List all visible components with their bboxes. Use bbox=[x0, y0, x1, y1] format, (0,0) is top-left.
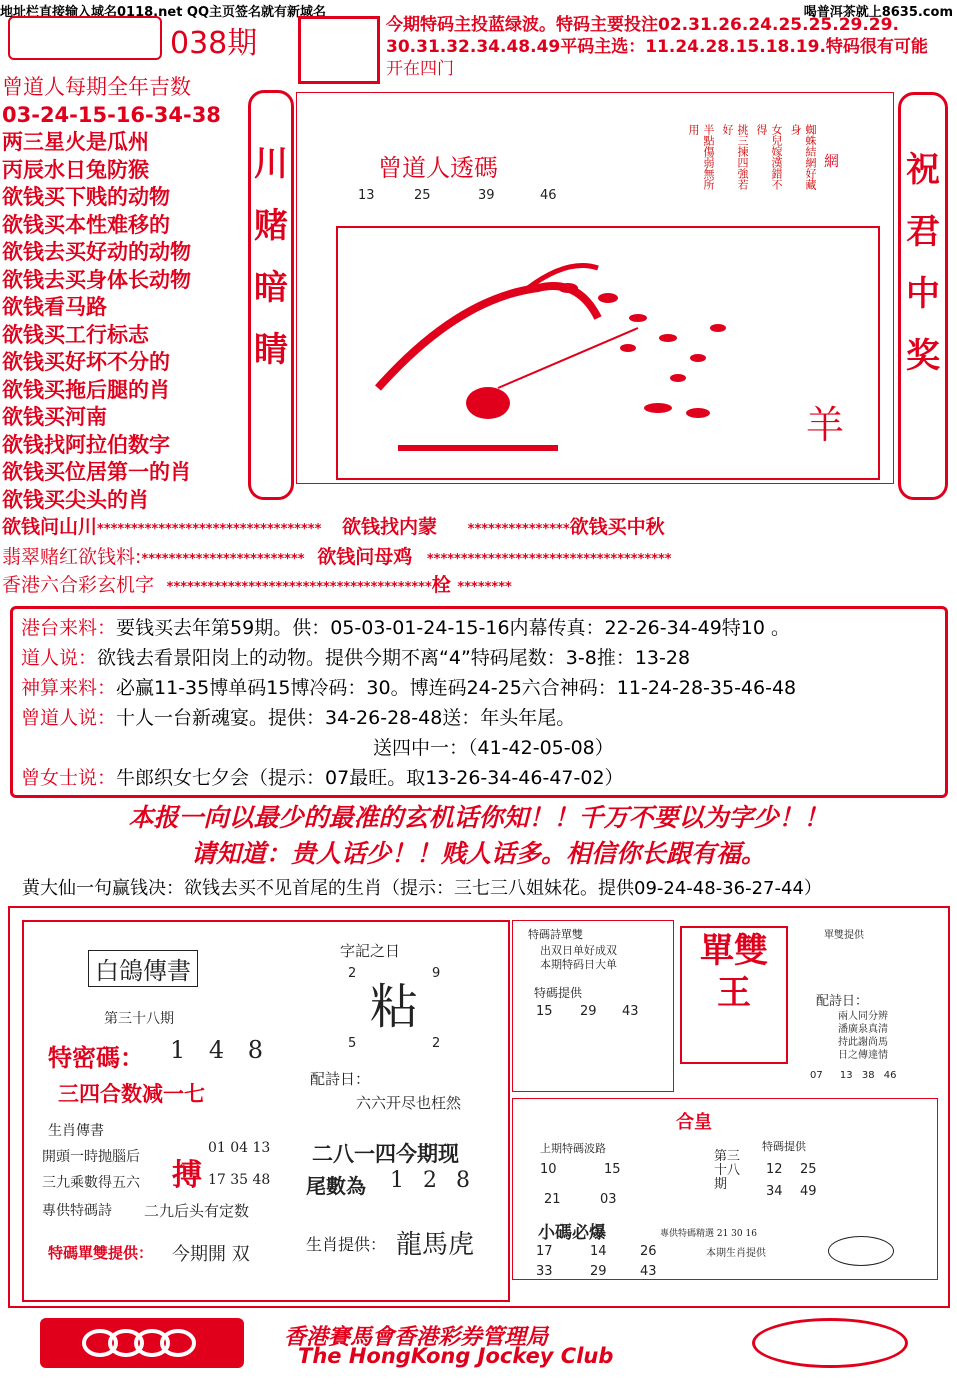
footer-en: The HongKong Jockey Club bbox=[298, 1344, 614, 1368]
grid-num: 03 bbox=[600, 1192, 617, 1207]
poem-line: 潘廣泉真清 bbox=[838, 1024, 888, 1035]
source-row bbox=[21, 703, 575, 730]
hkjc-logo bbox=[40, 1318, 244, 1368]
tail-nums: 1 2 8 bbox=[390, 1168, 476, 1193]
scroll-char: 祝 bbox=[906, 150, 940, 190]
panel-b-char: 粘 bbox=[370, 979, 419, 1035]
panel-a-row: 二九后头有定数 bbox=[144, 1202, 250, 1220]
list-item: 欲钱去买好动的动物 bbox=[2, 240, 191, 264]
star-riddle: 翡翠赌红欲钱料: bbox=[2, 546, 142, 568]
list-item: 欲钱看马路 bbox=[2, 295, 107, 319]
corner-num: 9 bbox=[432, 966, 441, 981]
source-row bbox=[21, 763, 624, 790]
small-num: 29 bbox=[590, 1264, 607, 1279]
bo-char: 搏 bbox=[172, 1158, 202, 1193]
panel-b-line1: 二八一四今期现 bbox=[312, 1142, 459, 1166]
picture-number: 46 bbox=[540, 188, 557, 203]
panel-e-special-label: 特碼提供 bbox=[762, 1140, 806, 1153]
left-scroll bbox=[248, 90, 294, 500]
star-riddle: 欲钱问山川 bbox=[2, 516, 98, 538]
fisherman-illustration bbox=[338, 228, 878, 478]
panel-c-num: 15 bbox=[536, 1004, 553, 1019]
panel-a-issue: 第三十八期 bbox=[104, 1011, 174, 1027]
source-text: 牛郎织女七夕会（提示：07最旺。取13-26-34-46-47-02） bbox=[116, 767, 624, 789]
tail-label: 尾數為 bbox=[306, 1174, 366, 1198]
list-item: 丙辰水日兔防猴 bbox=[2, 157, 149, 182]
net-label: 網 bbox=[824, 152, 840, 170]
list-item: 欲钱买河南 bbox=[2, 405, 107, 429]
panel-a-row: 專供特碼詩 bbox=[42, 1203, 112, 1219]
panel-a-row: 開頭一時抛腦后 bbox=[42, 1149, 140, 1165]
seal-icon bbox=[828, 1236, 894, 1266]
panel-e-title: 合皇 bbox=[676, 1112, 712, 1133]
star-riddle: 欲钱找内蒙 bbox=[342, 516, 438, 538]
list-item: 欲钱买本性难移的 bbox=[2, 212, 170, 237]
source-label: 道人说： bbox=[21, 647, 98, 669]
panel-c-num: 29 bbox=[580, 1004, 597, 1019]
zodiac-char: 羊 bbox=[806, 403, 845, 447]
panel-a-title: 白鴿傳書 bbox=[88, 950, 198, 987]
star-riddle: 欲钱问母鸡 bbox=[317, 546, 413, 568]
panel-c-line: 出双日单好成双 bbox=[540, 944, 617, 957]
single-double-label: 特碼單雙提供： bbox=[48, 1244, 154, 1262]
corner-num: 2 bbox=[348, 966, 357, 981]
poem-line: 持此謝尚馬 bbox=[838, 1037, 888, 1048]
small-label: 小碼必爆 bbox=[538, 1223, 606, 1243]
bo-nums: 17 35 48 bbox=[208, 1172, 271, 1188]
knot-icon bbox=[40, 1318, 244, 1368]
star-fill: ********************************* bbox=[97, 522, 322, 537]
header-forecast bbox=[386, 14, 952, 80]
panel-d-sub: 單雙提供 bbox=[824, 930, 864, 941]
panel-e-last-label: 上期特碼波路 bbox=[540, 1142, 606, 1155]
panel-d-num: 13 bbox=[839, 1070, 853, 1081]
header-line: 开在四门 bbox=[386, 59, 454, 79]
corner-num: 2 bbox=[432, 1036, 441, 1051]
list-item: 欲钱去买身体长动物 bbox=[2, 267, 191, 292]
picture-title: 曾道人透碼 bbox=[378, 154, 498, 182]
panel-d-nums bbox=[810, 1070, 897, 1081]
panel-d-num: 38 bbox=[861, 1070, 875, 1081]
scroll-char: 暗 bbox=[254, 268, 288, 308]
source-label: 曾道人说： bbox=[21, 707, 117, 729]
panel-d-num: 46 bbox=[883, 1070, 897, 1081]
source-row bbox=[21, 613, 790, 640]
picture-number: 25 bbox=[414, 188, 431, 203]
star-riddle: 欲钱买中秋 bbox=[569, 516, 665, 538]
list-item: 欲钱买位居第一的肖 bbox=[2, 460, 191, 484]
star-fill: ******** bbox=[457, 580, 512, 595]
source-row bbox=[21, 673, 796, 700]
panel-d-poem-label: 配詩日： bbox=[816, 994, 869, 1009]
slogan-line: 本报一向以最少的最准的玄机话你知！！千万不要以为字少！！ bbox=[128, 803, 829, 832]
small-num: 17 bbox=[536, 1244, 553, 1259]
source-text: 要钱买去年第59期。供：05-03-01-24-15-16内幕传真：22-26-34-49特10 。 bbox=[116, 617, 791, 639]
source-text: 必赢11-35博单码15博冷码：30。博连码24-25六合神码：11-24-28-35-46-48 bbox=[116, 677, 797, 699]
source-text: 送四中一：（41-42-05-08） bbox=[373, 737, 614, 759]
list-item: 欲钱买下贱的动物 bbox=[2, 185, 170, 209]
panel-b-poem: 六六开尽也枉然 bbox=[356, 1094, 462, 1112]
panel-a-hint: 三四合数减一七 bbox=[58, 1082, 205, 1106]
star-riddle: 栓 bbox=[431, 574, 451, 596]
poem-line: 兩人同分辨 bbox=[838, 1011, 888, 1022]
source-label: 曾女士说： bbox=[21, 767, 117, 789]
riddle-list bbox=[2, 74, 244, 514]
source-text: 欲钱去看景阳岗上的动物。提供今期不离“4”特码尾数：3-8推：13-28 bbox=[97, 647, 691, 669]
star-line bbox=[2, 512, 952, 545]
scroll-char: 中 bbox=[906, 274, 940, 314]
source-text: 十人一台新魂宴。提供：34-26-28-48送：年头年尾。 bbox=[116, 707, 576, 729]
single-double-val: 今期開 双 bbox=[172, 1244, 250, 1265]
scroll-char: 赌 bbox=[254, 206, 288, 246]
list-item: 欲钱找阿拉伯数字 bbox=[2, 432, 170, 457]
header-line: 30.31.32.34.48.49平码主选：11.24.28.15.18.19.特码很有可能 bbox=[386, 37, 928, 57]
panel-a-row: 三九乘數得五六 bbox=[42, 1175, 140, 1191]
list-item: 曾道人每期全年吉数 bbox=[2, 75, 191, 99]
panel-d-title: 單雙王 bbox=[700, 931, 768, 1013]
scroll-char: 君 bbox=[906, 212, 940, 252]
panel-c-special-label: 特碼提供 bbox=[534, 986, 583, 1000]
right-scroll bbox=[898, 92, 948, 500]
list-item: 欲钱买拖后腿的肖 bbox=[2, 377, 170, 402]
source-label: 神算来料： bbox=[21, 677, 117, 699]
star-line bbox=[2, 570, 952, 603]
star-fill: *************** bbox=[467, 522, 570, 537]
picture-inner-frame bbox=[336, 226, 880, 480]
small-num: 14 bbox=[590, 1244, 607, 1259]
grid-num: 10 bbox=[540, 1162, 557, 1177]
small-num: 33 bbox=[536, 1264, 553, 1279]
source-row bbox=[373, 733, 614, 760]
poem-col: 半點傷弱無所用 bbox=[687, 124, 715, 190]
panel-d-poem bbox=[838, 1010, 888, 1062]
panel-c-title: 特碼詩單雙 bbox=[528, 928, 583, 941]
top-banner-right: 喝普洱茶就上8635.com bbox=[803, 5, 953, 20]
panel-b-poem-label: 配詩日： bbox=[310, 1070, 371, 1088]
grid-num: 12 bbox=[766, 1162, 783, 1177]
issue-number: 038期 bbox=[170, 26, 258, 61]
grid-num: 34 bbox=[766, 1184, 783, 1199]
bo-nums: 01 04 13 bbox=[208, 1140, 271, 1156]
list-item: 欲钱买工行标志 bbox=[2, 322, 149, 347]
footer-cn: 香港賽馬會香港彩券管理局 bbox=[284, 1325, 549, 1350]
star-fill: *************************************** bbox=[166, 580, 432, 595]
masthead-logo bbox=[8, 16, 162, 60]
scroll-char: 奖 bbox=[906, 336, 940, 376]
small-num: 43 bbox=[640, 1264, 657, 1279]
lottery-seal-icon bbox=[752, 1318, 908, 1368]
poem-line: 日之傳達情 bbox=[838, 1050, 888, 1061]
list-item: 欲钱买好坏不分的 bbox=[2, 350, 170, 374]
poem-col: 女兒嫁漢錯不得 bbox=[755, 124, 783, 190]
scroll-char: 川 bbox=[254, 144, 288, 184]
grid-num: 25 bbox=[800, 1162, 817, 1177]
panel-e-mid: 專供特碼精選 21 30 16 bbox=[660, 1229, 757, 1239]
special-label: 特密碼： bbox=[48, 1044, 144, 1072]
top-banner-left: 地址栏直接输入域名0118.net QQ主页签名就有新域名 bbox=[0, 5, 327, 20]
star-fill: ************************ bbox=[141, 552, 305, 567]
list-item: 03-24-15-16-34-38 bbox=[2, 102, 221, 127]
corner-num: 5 bbox=[348, 1036, 357, 1051]
zodiac-val: 龍馬虎 bbox=[396, 1230, 475, 1260]
panel-a-row: 生肖傳書 bbox=[48, 1123, 104, 1139]
grid-num: 49 bbox=[800, 1184, 817, 1199]
poem-col: 挑三揀四強若好 bbox=[721, 124, 749, 190]
panel-c-num: 43 bbox=[622, 1004, 639, 1019]
seal-stamp bbox=[298, 16, 380, 84]
star-fill: ************************************ bbox=[426, 552, 672, 567]
small-num: 26 bbox=[640, 1244, 657, 1259]
slogan-line: 请知道：贵人话少！！贱人话多。相信你长跟有福。 bbox=[190, 839, 766, 868]
huang-text: 黄大仙一句赢钱决：欲钱去买不见首尾的生肖（提示：三七三八姐妹花。提供09-24-48-36-27-44） bbox=[22, 878, 822, 899]
picture-number: 39 bbox=[478, 188, 495, 203]
panel-d-num: 07 bbox=[810, 1070, 823, 1081]
panel-e-zodiac-label: 本期生肖提供 bbox=[706, 1248, 766, 1259]
source-box bbox=[10, 606, 948, 798]
poem-col: 蜘蛛結網好藏身 bbox=[789, 124, 817, 190]
list-item: 欲钱买尖头的肖 bbox=[2, 487, 149, 512]
panel-c-line: 本期特码日大单 bbox=[540, 958, 617, 971]
panel-e-issue: 第三十八期 bbox=[714, 1149, 741, 1192]
grid-num: 21 bbox=[544, 1192, 561, 1207]
picture-poem bbox=[648, 124, 818, 194]
star-riddle: 香港六合彩玄机字 bbox=[2, 574, 155, 596]
picture-number: 13 bbox=[358, 188, 375, 203]
zodiac-label: 生肖提供： bbox=[306, 1235, 387, 1254]
panel-b-title: 字記之日 bbox=[340, 942, 401, 960]
header-line: 今期特码主投蓝绿波。特码主要投注02.31.26.24.25.25.29.29. bbox=[386, 15, 899, 35]
list-item: 两三星火是瓜州 bbox=[2, 130, 149, 154]
huang-line bbox=[22, 874, 822, 900]
grid-num: 15 bbox=[604, 1162, 621, 1177]
scroll-char: 睛 bbox=[254, 330, 288, 370]
special-nums: 1 4 8 bbox=[170, 1036, 272, 1064]
source-label: 港台来料： bbox=[21, 617, 117, 639]
source-row bbox=[21, 643, 690, 670]
